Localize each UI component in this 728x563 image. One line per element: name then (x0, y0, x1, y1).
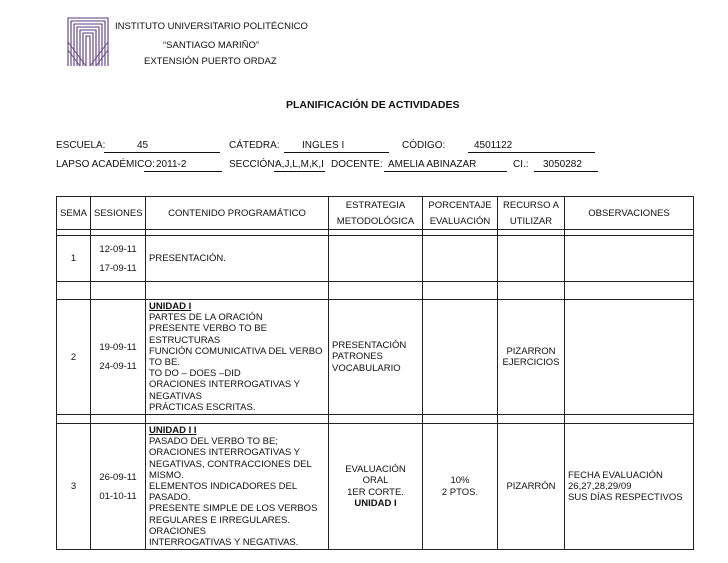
table-row (57, 236, 694, 282)
header-contenido: CONTENIDO PROGRAMÁTICO (146, 197, 329, 230)
row3-strategy-line: 1ER CORTE. (347, 486, 404, 498)
header-estrategia-line1: ESTRATEGIA (345, 199, 406, 211)
row3-strategy (329, 424, 423, 550)
docente-value: AMELIA ABINAZAR (388, 159, 477, 170)
ci-value: 3050282 (543, 159, 582, 170)
row3-date-end: 01-10-11 (99, 490, 137, 502)
header-observaciones: OBSERVACIONES (565, 197, 694, 230)
planning-table (56, 196, 694, 550)
row2-strategy-line: VOCABULARIO (332, 362, 401, 374)
codigo-label: CÓDIGO: (402, 140, 446, 151)
row3-observation-line: 26,27,28,29/09 (568, 481, 632, 493)
row2-content (146, 300, 329, 415)
table-header-row (57, 197, 694, 230)
row3-percent-line: 10% (450, 475, 470, 487)
row3-content-line: PASADO. (149, 492, 191, 504)
catedra-label: CÁTEDRA: (229, 140, 280, 151)
header-porcentaje-line2: EVALUACIÓN (429, 215, 491, 227)
row3-strategy-line: EVALUACIÓN ORAL (345, 464, 406, 487)
seccion-label: SECCIÓN: (229, 159, 278, 170)
header-recurso-line2: UTILIZAR (509, 215, 553, 227)
page-title: PLANIFICACIÓN DE ACTIVIDADES (286, 99, 460, 111)
row3-percent-line: 2 PTOS. (441, 486, 479, 498)
docente-label: DOCENTE: (331, 159, 383, 170)
ci-label: CI.: (513, 159, 529, 170)
row3-content-line: PASADO DEL VERBO TO BE; (149, 436, 278, 448)
row2-content-line: ESTRUCTURAS (149, 334, 221, 346)
row3-content-line: MISMO. (149, 469, 184, 481)
institute-logo (66, 16, 110, 68)
row1-content-line: PRESENTACIÓN. (149, 252, 226, 264)
row3-content-line: PRESENTE SIMPLE DE LOS VERBOS (149, 503, 318, 515)
row2-content-line: PRESENTE VERBO TO BE (149, 323, 267, 335)
header-estrategia-line2: METODOLÓGICA (336, 215, 415, 227)
header-sema: SEMA (57, 197, 91, 230)
institute-subname: “SANTIAGO MARIÑO” (163, 40, 260, 51)
row1-date-end: 17-09-11 (99, 262, 137, 274)
lapso-value: 2011-2 (156, 159, 187, 170)
table-row (57, 300, 694, 415)
row2-strategy (329, 300, 423, 415)
escuela-label: ESCUELA: (56, 140, 106, 151)
row2-content-line: PRÁCTICAS ESCRITAS. (149, 401, 256, 413)
row2-content-line: FUNCIÓN COMUNICATIVA DEL VERBO (149, 345, 323, 357)
row3-observation-line: SUS DÍAS RESPECTIVOS (568, 492, 683, 504)
institute-extension: EXTENSIÓN PUERTO ORDAZ (144, 56, 277, 67)
header-porcentaje-line1: PORCENTAJE (428, 199, 492, 211)
row3-content-line: NEGATIVAS, CONTRACCIONES DEL (149, 458, 312, 470)
row2-strategy-line: PRESENTACIÓN (332, 340, 407, 352)
row2-content-line: ORACIONES INTERROGATIVAS Y (149, 379, 300, 391)
row3-resource-line: PIZARRÓN (506, 481, 556, 493)
row2-resource-line: EJERCICIOS (502, 357, 560, 369)
row3-content-line: INTERROGATIVAS Y NEGATIVAS. (149, 537, 299, 549)
row3-sema: 3 (57, 424, 91, 550)
row3-strategy-unit: UNIDAD I (354, 497, 397, 509)
row2-resource-line: PIZARRON (506, 345, 556, 357)
header-sesiones: SESIONES (91, 197, 146, 230)
header-estrategia (329, 197, 423, 230)
row3-observations (565, 424, 694, 550)
row1-sema: 1 (57, 236, 91, 282)
row2-resource (498, 300, 565, 415)
lapso-label: LAPSO ACADÉMICO: (56, 159, 155, 170)
codigo-value: 4501122 (474, 140, 513, 151)
row3-observation-line: FECHA EVALUACIÓN (568, 469, 663, 481)
row2-date-end: 24-09-11 (99, 361, 137, 373)
row3-percent (423, 424, 498, 550)
row3-resource (498, 424, 565, 550)
header-recurso (498, 197, 565, 230)
row3-content-line: ELEMENTOS INDICADORES DEL (149, 481, 298, 493)
seccion-value: A,J,L,M,K,I (275, 159, 324, 170)
row3-content-title: UNIDAD I I (149, 425, 197, 437)
row2-sema: 2 (57, 300, 91, 415)
row1-date-start: 12-09-11 (99, 243, 137, 255)
row2-content-title: UNIDAD I (149, 301, 192, 312)
row2-content-line: TO BE. (149, 357, 180, 369)
row2-strategy-line: PATRONES (332, 351, 383, 363)
row2-content-line: NEGATIVAS (149, 390, 202, 402)
row3-content (146, 424, 329, 550)
table-row (57, 424, 694, 550)
row3-sesiones (91, 424, 146, 550)
row2-date-start: 19-09-11 (99, 342, 137, 354)
header-porcentaje (423, 197, 498, 230)
row2-content-line: PARTES DE LA ORACIÓN (149, 312, 263, 324)
row3-content-line: ORACIONES (149, 525, 207, 537)
row2-sesiones (91, 300, 146, 415)
row1-content (146, 236, 329, 282)
row3-date-start: 26-09-11 (99, 471, 137, 483)
row1-sesiones (91, 236, 146, 282)
row3-content-line: REGULARES E IRREGULARES. (149, 514, 290, 526)
row2-content-line: TO DO – DOES –DID (149, 368, 241, 380)
row3-content-line: ORACIONES INTERROGATIVAS Y (149, 447, 300, 459)
escuela-value: 45 (137, 140, 149, 151)
header-recurso-line1: RECURSO A (503, 199, 559, 211)
catedra-value: INGLES I (302, 140, 345, 151)
institute-name: INSTITUTO UNIVERSITARIO POLITÉCNICO (115, 21, 308, 32)
